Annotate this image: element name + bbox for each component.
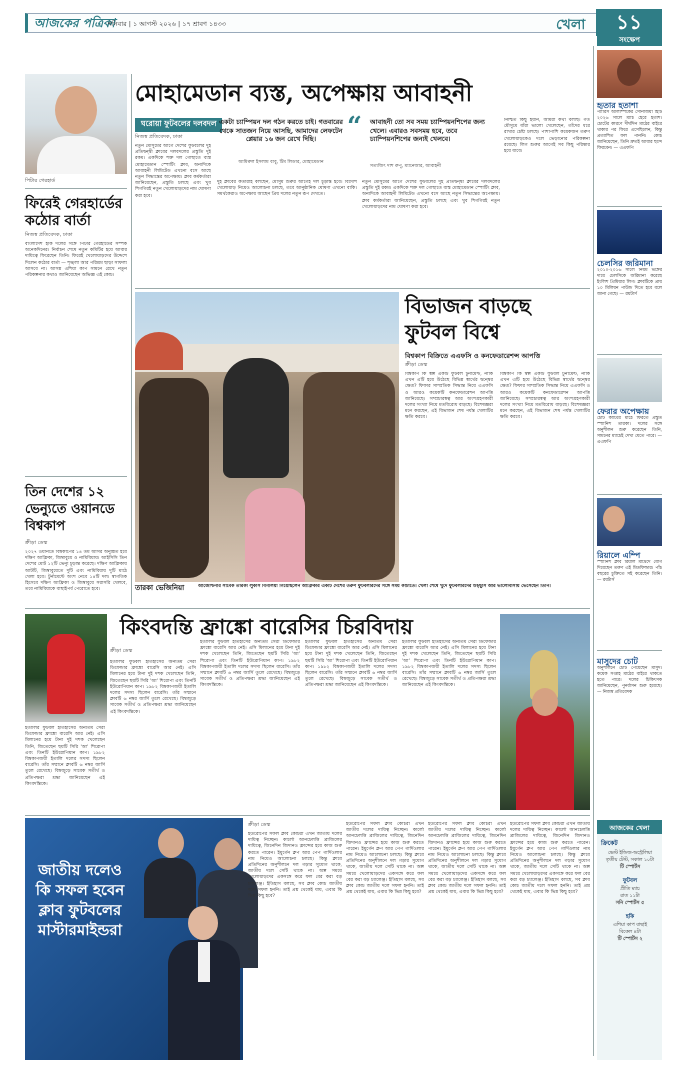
coaches-headline: জাতীয় দলেও কি সফল হবেন ক্লাব ফুটবলের মাস্টারমাইন্ডরা (35, 861, 125, 939)
section-name: খেলা (556, 17, 586, 33)
coaches-col4: ইউরোপের সফল ক্লাব কোচরা এখন জাতীয় দলের দায়িত্ব নিচ্ছেন। কার্লো আনচেলত্তি ব্রাজিলের দায়িত্বে, জিনেদিন জিদানও ফ্রান্সের হয়ে কাজ শুরু করতে পারেন। ইয়ুর্গেন ক্লপ আর পেপ গার্দিওলার নাম নিয়েও আলোচনা চলছে। কিন্তু ক্লাবে প্রতিদিনের অনুশীলনে দল গড়ার সুযোগ থাকে, জাতীয় দলে সেটি থাকে না। অল্প সময়ে খেলোয়াড়দের একসঙ্গে করে ফল বের করা বড় চ্যালেঞ্জ। ইতিহাস বলছে, সব ক্লাব কোচ জাতীয় দলে সফল হননি। তাই প্রশ্ন থেকেই যায়, এবার কি ভিন্ন কিছু হবে? (510, 822, 590, 896)
sidebar-photo-4-face (603, 506, 625, 532)
pull-quote-text: আবাহনী তো সব সময় চ্যাম্পিয়নশিপের জন্য খেলে। এবারও সবসময় হবে, তবে চ্যাম্পিয়নশিপের জন্যই খেলবে। (370, 118, 485, 143)
baresi-figure (516, 706, 574, 810)
rule (25, 815, 590, 816)
baresi-col2: ইতালির ফুটবল ইতিহাসের অন্যতম সেরা ডিফেন্ডার ফ্রাঙ্কো বারেসি আর নেই। এসি মিলানের হয়ে টানা দুই দশক খেলেছেন তিনি, জিতেছেন ছয়টি সিরি 'আ' শিরোপা এবং তিনটি ইউরোপিয়ান কাপ। ১৯৮২ বিশ্বকাপজয়ী ইতালি দলের সদস্য ছিলেন বারেসি। তাঁর সম্মানে ক্লাবটি ৬ নম্বর জার্সি তুলে রেখেছে। বিশ্বজুড়ে সাবেক সতীর্থ ও প্রতিপক্ষরা শ্রদ্ধা জানিয়েছেন এই কিংবদন্তিকে। (200, 640, 300, 689)
rule (597, 354, 662, 355)
venues-headline: তিন দেশের ১২ ভেন্যুতে ওয়ানডে বিশ্বকাপ (25, 485, 115, 534)
lead-col3: দুই ক্লাবের কর্তারাই বলছেন, মৌসুম শুরুর আগেই দল চূড়ান্ত হবে। বিদেশি খেলোয়াড় নিয়েও আলোচনা চলছে, তবে আনুষ্ঠানিক ঘোষণা এখনো বাকি। সমর্থকেরাও অপেক্ষায় আছেন প্রিয় দলের নতুন রূপ দেখতে। (217, 180, 357, 198)
date-line: শনিবার | ১ আগস্ট ২০২৬ | ১৭ শ্রাবণ ১৪৩৩ (108, 20, 226, 28)
coach-1-head (158, 828, 184, 858)
sidebar-item-text: চোট কাটিয়ে মাঠে ফিরতে প্রস্তুত স্প্যানিশ তারকা। দলের সঙ্গে অনুশীলন শুরু করেছেন তিনি, সামনের ম্যাচেই দেখা যেতে পারে। — এএফপি (597, 416, 662, 445)
coaches-col2: ইউরোপের সফল ক্লাব কোচরা এখন জাতীয় দলের দায়িত্ব নিচ্ছেন। কার্লো আনচেলত্তি ব্রাজিলের দায়িত্বে, জিনেদিন জিদানও ফ্রান্সের হয়ে কাজ শুরু করতে পারেন। ইয়ুর্গেন ক্লপ আর পেপ গার্দিওলার নাম নিয়েও আলোচনা চলছে। কিন্তু ক্লাবে প্রতিদিনের অনুশীলনে দল গড়ার সুযোগ থাকে, জাতীয় দলে সেটি থাকে না। অল্প সময়ে খেলোয়াড়দের একসঙ্গে করে ফল বের করা বড় চ্যালেঞ্জ। ইতিহাস বলছে, সব ক্লাব কোচ জাতীয় দলে সফল হননি। তাই প্রশ্ন থেকেই যায়, এবার কি ভিন্ন কিছু হবে? (346, 822, 424, 896)
lead-col1: নতুন মৌসুমের আগে দেশের ফুটবলের দুই প্রতিদ্বন্দ্বী ক্লাবের দলবদলের প্রস্তুতি দুই রকম। একদিকে শক্ত দল গোছাতে ব্যস্ত মোহামেডান স্পোর্টিং ক্লাব, অন্যদিকে আবাহনী লিমিটেড এখনো বসে আছে নতুন সিদ্ধান্তের অপেক্ষায়। ক্লাব কর্মকর্তারা জানিয়েছেন, প্রস্তুতি চলছে এবং খুব শিগগিরই নতুন খেলোয়াড়দের নাম ঘোষণা করা হবে। (135, 144, 211, 199)
venues-byline: ক্রীড়া ডেস্ক (25, 540, 48, 546)
page-number: ১১ (596, 9, 662, 36)
sidebar-item-title: মাসুদের চোট (597, 657, 638, 666)
rising-headline-2: ফুটবল বিশ্বে (405, 320, 500, 344)
lead-quote-box (217, 118, 345, 174)
rule (597, 494, 662, 495)
gerhard-headline: ফিরেই গেরহার্ডের কঠোর বার্তা (25, 196, 123, 229)
tv-header: আজকের খেলা (597, 822, 662, 834)
tv-line: তৃতীয় টেস্ট, সকাল ১০টা (605, 858, 655, 863)
sidebar-item-text: অনুশীলনে চোট পেয়েছেন মাসুদ। কয়েক সপ্তাহ মাঠের বাইরে থাকতে হতে পারে। দলের চিকিৎসক জানিয়েছেন, পুনর্বাসন শুরু হয়েছে। — নিজস্ব প্রতিবেদক (597, 666, 662, 695)
rising-headline-1: বিভাজন বাড়ছে (405, 294, 531, 318)
lead-kicker: ঘরোয়া ফুটবলের দলবদল (135, 118, 222, 132)
photo-umbrella (135, 332, 183, 370)
rule (593, 46, 594, 1056)
rule (131, 74, 132, 604)
tv-line: প্রীতি ম্যাচ (620, 887, 640, 892)
tv-line: টি স্পোর্টস (619, 865, 641, 870)
baresi-col4: ইতালির ফুটবল ইতিহাসের অন্যতম সেরা ডিফেন্ডার ফ্রাঙ্কো বারেসি আর নেই। এসি মিলানের হয়ে টানা দুই দশক খেলেছেন তিনি, জিতেছেন ছয়টি সিরি 'আ' শিরোপা এবং তিনটি ইউরোপিয়ান কাপ। ১৯৮২ বিশ্বকাপজয়ী ইতালি দলের সদস্য ছিলেন বারেসি। তাঁর সম্মানে ক্লাবটি ৬ নম্বর জার্সি তুলে রেখেছে। বিশ্বজুড়ে সাবেক সতীর্থ ও প্রতিপক্ষরা শ্রদ্ধা জানিয়েছেন এই কিংবদন্তিকে। (402, 640, 496, 689)
baresi-byline: ক্রীড়া ডেস্ক (110, 648, 133, 654)
baresi-col1: ইতালির ফুটবল ইতিহাসের অন্যতম সেরা ডিফেন্ডার ফ্রাঙ্কো বারেসি আর নেই। এসি মিলানের হয়ে টানা দুই দশক খেলেছেন তিনি, জিতেছেন ছয়টি সিরি 'আ' শিরোপা এবং তিনটি ইউরোপিয়ান কাপ। ১৯৮২ বিশ্বকাপজয়ী ইতালি দলের সদস্য ছিলেন বারেসি। তাঁর সম্মানে ক্লাবটি ৬ নম্বর জার্সি তুলে রেখেছে। বিশ্বজুড়ে সাবেক সতীর্থ ও প্রতিপক্ষরা শ্রদ্ধা জানিয়েছেন এই কিংবদন্তিকে। (110, 660, 196, 715)
baresi-col0: ইতালির ফুটবল ইতিহাসের অন্যতম সেরা ডিফেন্ডার ফ্রাঙ্কো বারেসি আর নেই। এসি মিলানের হয়ে টানা দুই দশক খেলেছেন তিনি, জিতেছেন ছয়টি সিরি 'আ' শিরোপা এবং তিনটি ইউরোপিয়ান কাপ। ১৯৮২ বিশ্বকাপজয়ী ইতালি দলের সদস্য ছিলেন বারেসি। তাঁর সম্মানে ক্লাবটি ৬ নম্বর জার্সি তুলে রেখেছে। বিশ্বজুড়ে সাবেক সতীর্থ ও প্রতিপক্ষরা শ্রদ্ধা জানিয়েছেন এই কিংবদন্তিকে। (25, 726, 105, 787)
photo-caption-label: তারকা ভেজিনিয়া (135, 584, 185, 592)
coaches-col3: ইউরোপের সফল ক্লাব কোচরা এখন জাতীয় দলের দায়িত্ব নিচ্ছেন। কার্লো আনচেলত্তি ব্রাজিলের দায়িত্বে, জিনেদিন জিদানও ফ্রান্সের হয়ে কাজ শুরু করতে পারেন। ইয়ুর্গেন ক্লপ আর পেপ গার্দিওলার নাম নিয়েও আলোচনা চলছে। কিন্তু ক্লাবে প্রতিদিনের অনুশীলনে দল গড়ার সুযোগ থাকে, জাতীয় দলে সেটি থাকে না। অল্প সময়ে খেলোয়াড়দের একসঙ্গে করে ফল বের করা বড় চ্যালেঞ্জ। ইতিহাস বলছে, সব ক্লাব কোচ জাতীয় দলে সফল হননি। তাই প্রশ্ন থেকেই যায়, এবার কি ভিন্ন কিছু হবে? (428, 822, 506, 896)
baresi-head (532, 688, 558, 716)
lead-headline: মোহামেডান ব্যস্ত, অপেক্ষায় আবাহনী (135, 80, 473, 107)
photo-crowd-right (303, 372, 395, 580)
sidebar-header: সংক্ষেপ (597, 34, 662, 46)
tv-line: সনি স্পোর্টস ৫ (615, 901, 645, 906)
rising-body-2: বিশ্বকাপ কি স্বল্প একটি ফুটবল টুর্নামেন্ট, নাকি এখন এটি হয়ে উঠেছে বিভিন্ন স্বার্থের দ্বন্দ্বের ক্ষেত্র? ফিফার সাম্প্রতিক সিদ্ধান্ত নিয়ে এএফসি ও আরও কয়েকটি কনফেডারেশন আপত্তি জানিয়েছে। সম্প্রচারস্বত্ব আর অংশগ্রহণকারী দলের সংখ্যা নিয়ে মতবিরোধ বাড়ছে। বিশেষজ্ঞরা মনে করছেন, এই বিভাজন শেষ পর্যন্ত খেলাটির ক্ষতি করবে। (500, 372, 590, 421)
sidebar-photo-3 (597, 358, 662, 402)
coach-3-head (188, 906, 218, 940)
sidebar-item-title: রিয়ালে এম্পি (597, 551, 641, 560)
quote-mark-icon: “ (347, 112, 362, 142)
sidebar-item-text: ২০১০-২০১৬ সালে নিয়ম ভঙ্গের দায়ে চেলসিকে জরিমানা করেছে ইংলিশ প্রিমিয়ার লিগ। ক্লাবটিকে প্রায় ১০ মিলিয়ন পাউন্ড দিতে হবে বলে জানা গেছে। — রয়টার্স (597, 268, 662, 297)
sidebar-item-title: ফেরার অপেক্ষায় (597, 407, 650, 416)
sidebar-photo-2 (597, 210, 662, 254)
lead-quote-attr: আমিরুল ইসলাম বাবু, টিম লিডার, মোহামেডান (238, 160, 324, 165)
baresi-headline: কিংবদন্তি ফ্রাঙ্কো বারেসির চিরবিদায় (120, 614, 413, 639)
coach-3-shirt (198, 942, 210, 982)
sidebar-item-title: হৃতার হতাশা (597, 101, 639, 110)
photo-crowd-left (139, 378, 209, 578)
sidebar-item-title: চেলসির জরিমানা (597, 259, 653, 268)
pull-quote-box (370, 118, 500, 174)
lead-col3b: নতুন মৌসুমের আগে দেশের ফুটবলের দুই প্রতিদ্বন্দ্বী ক্লাবের দলবদলের প্রস্তুতি দুই রকম। একদিকে শক্ত দল গোছাতে ব্যস্ত মোহামেডান স্পোর্টিং ক্লাব, অন্যদিকে আবাহনী লিমিটেড এখনো বসে আছে নতুন সিদ্ধান্তের অপেক্ষায়। ক্লাব কর্মকর্তারা জানিয়েছেন, প্রস্তুতি চলছে এবং খুব শিগগিরই নতুন খেলোয়াড়দের নাম ঘোষণা করা হবে। (362, 180, 500, 210)
lead-byline: নিজস্ব প্রতিবেদক, ঢাকা (135, 134, 183, 140)
gerhard-head (55, 86, 97, 134)
tv-sport: ক্রিকেট (601, 840, 618, 847)
tv-line: এশিয়া কাপ বাছাই (613, 923, 647, 928)
rising-byline: ক্রীড়া ডেস্ক (405, 362, 428, 368)
coaches-byline: ক্রীড়া ডেস্ক (248, 822, 271, 828)
sidebar-photo-1 (597, 50, 662, 98)
baresi-inset-figure (47, 634, 85, 714)
rule (25, 188, 127, 189)
coach-figure-3 (164, 906, 244, 1060)
rising-body-1: বিশ্বকাপ কি স্বল্প একটি ফুটবল টুর্নামেন্ট, নাকি এখন এটি হয়ে উঠেছে বিভিন্ন স্বার্থের দ্বন্দ্বের ক্ষেত্র? ফিফার সাম্প্রতিক সিদ্ধান্ত নিয়ে এএফসি ও আরও কয়েকটি কনফেডারেশন আপত্তি জানিয়েছে। সম্প্রচারস্বত্ব আর অংশগ্রহণকারী দলের সংখ্যা নিয়ে মতবিরোধ বাড়ছে। বিশেষজ্ঞরা মনে করছেন, এই বিভাজন শেষ পর্যন্ত খেলাটির ক্ষতি করবে। (405, 372, 493, 421)
sidebar-item-text: স্প্যানিশ ক্লাব রিয়াল মাদ্রিদে যোগ দিয়েছেন তরুণ এই মিডফিল্ডার। পাঁচ বছরের চুক্তিতে সই করেছেন তিনি। — রয়টার্স (597, 560, 662, 583)
rule (597, 650, 662, 651)
pull-quote-attr: সত্যজিৎ দাশ রুপু, ম্যানেজার, আবাহনী (370, 164, 442, 169)
baresi-inset-photo (25, 614, 107, 722)
sidebar-photo-4 (597, 498, 662, 546)
rule (25, 608, 590, 609)
sidebar-photo-1-face (617, 58, 641, 86)
rule (135, 288, 590, 289)
tv-line: টি স্পোর্টস ২ (617, 937, 643, 942)
coaches-col1: ইউরোপের সফল ক্লাব কোচরা এখন জাতীয় দলের দায়িত্ব নিচ্ছেন। কার্লো আনচেলত্তি ব্রাজিলের দায়িত্বে, জিনেদিন জিদানও ফ্রান্সের হয়ে কাজ শুরু করতে পারেন। ইয়ুর্গেন ক্লপ আর পেপ গার্দিওলার নাম নিয়েও আলোচনা চলছে। কিন্তু ক্লাবে প্রতিদিনের অনুশীলনে দল গড়ার সুযোগ থাকে, জাতীয় দলে সেটি থাকে না। অল্প সময়ে খেলোয়াড়দের একসঙ্গে করে ফল বের করা বড় চ্যালেঞ্জ। ইতিহাস বলছে, সব ক্লাব কোচ জাতীয় দলে সফল হননি। তাই প্রশ্ন থেকেই যায়, এবার কি ভিন্ন কিছু হবে? (248, 832, 342, 900)
coach-figure-1 (142, 828, 198, 918)
rule (597, 206, 662, 207)
masthead (0, 0, 687, 44)
lead-col4: নিশ্চিত কিছু হয়নি, আমরা কথা বলছি। গত মৌসুমে যাঁরা ভালো খেলেছেন, তাঁদের ধরে রাখার চেষ্টা চলছে। পাশাপাশি কয়েকজন তরুণ খেলোয়াড়কেও দলে ভেড়ানোর পরিকল্পনা রয়েছে। লিগ শুরুর আগেই সব কিছু পরিষ্কার হয়ে যাবে। (504, 118, 590, 155)
photo-caption: আর্জেন্টিনার সাবেক তারকা লুকাস বিগলিয়া গিয়েছিলেন আফ্রিকার একটি দেশের তরুণ ফুটবলারদের সঙ্গে সময় কাটাতে। খেলা শেষে খুদে ফুটবলারদের উচ্ছ্বাস আর ভালোবাসায় ভেসেছেন তিনি। (198, 584, 551, 589)
team-photo (135, 292, 399, 582)
baresi-col3: ইতালির ফুটবল ইতিহাসের অন্যতম সেরা ডিফেন্ডার ফ্রাঙ্কো বারেসি আর নেই। এসি মিলানের হয়ে টানা দুই দশক খেলেছেন তিনি, জিতেছেন ছয়টি সিরি 'আ' শিরোপা এবং তিনটি ইউরোপিয়ান কাপ। ১৯৮২ বিশ্বকাপজয়ী ইতালি দলের সদস্য ছিলেন বারেসি। তাঁর সম্মানে ক্লাবটি ৬ নম্বর জার্সি তুলে রেখেছে। বিশ্বজুড়ে সাবেক সতীর্থ ও প্রতিপক্ষরা শ্রদ্ধা জানিয়েছেন এই কিংবদন্তিকে। (305, 640, 397, 689)
tv-line: ভেস্ট ইন্ডিজ-অস্ট্রেলিয়া (607, 851, 652, 856)
tv-line: বিকেল ৪টা (619, 930, 641, 935)
gerhard-caption: পিটার গেরহার্ড (25, 178, 56, 184)
coach-2-head (214, 838, 242, 870)
baresi-photo (500, 614, 590, 810)
tv-line: রাত ১১টা (620, 894, 640, 899)
rising-subhead: বিশ্বকাপ বিক্রিতে এএফসি ও কনফেডারেশন্স আপত্তি (405, 352, 541, 360)
gerhard-byline: নিজস্ব প্রতিবেদক, ঢাকা (25, 232, 73, 238)
tv-line: ফুটবল (622, 878, 638, 884)
venues-body: ২০২৭ ওয়ানডে বিশ্বকাপের ১৪ তম আসর অনুষ্ঠিত হবে দক্ষিণ আফ্রিকা, জিম্বাবুয়ে ও নামিবিয়ায়। আইসিসি তিন দেশের মোট ১২টি ভেন্যু চূড়ান্ত করেছে। দক্ষিণ আফ্রিকায় আটটি, জিম্বাবুয়েতে দুটি এবং নামিবিয়ায় দুটি মাঠে খেলা হবে। টুর্নামেন্টে অংশ নেবে ১৪টি দল। স্বাগতিক হিসেবে দক্ষিণ আফ্রিকা ও জিম্বাবুয়ে সরাসরি খেলবে, তবে নামিবিয়াকে বাছাইপর্ব পেরোতে হবে। (25, 550, 127, 593)
gerhard-shirt (37, 136, 115, 174)
lead-quote-text: একটা চ্যাম্পিয়ন দল গঠন করতে চাই। গতবারের থেকে সাতজন নিয়ে আসছি, আমাদের লেফটেন প্লেয়ার ১৬ জন রেখে দিছি। (219, 118, 343, 143)
photo-player-star (223, 358, 289, 478)
sidebar-item-text: প্যারিস অলিম্পিকের সোনাজয়ী হিটি ২০২৬ সালে ম্যাচ হেরে হতাশ। চোটের কারণে দীর্ঘদিন মাঠের বাইরে থাকার পর ফিরে এসেছিলেন, কিন্তু প্রত্যাশিত ফল পাননি। কোচ জানিয়েছেন, তিনি দ্রুতই আবার ছন্দে ফিরবেন। — এএফপি (597, 110, 662, 151)
tv-lines (600, 850, 660, 943)
photo-kid-pink (245, 488, 305, 582)
tv-line: হকি (625, 914, 635, 920)
gerhard-body: বাংলাদেশ হকি দলের সঙ্গে পিটার গেরহার্ডের সম্পর্ক অনেকদিনের। নির্বাচন শেষে নতুন কমিটির হয়ে আবার দায়িত্বে ফিরেছেন তিনি। ফিরেই খেলোয়াড়দের উদ্দেশে দিলেন কঠোর বার্তা — শৃঙ্খলা আর পরিশ্রম ছাড়া সাফল্য আসবে না। আসন্ন এশিয়া কাপ সামনে রেখে নতুন পরিকল্পনার কথাও জানিয়েছেন অভিজ্ঞ এই কোচ। (25, 242, 127, 279)
gerhard-photo (25, 74, 127, 174)
rule (25, 476, 127, 477)
paper-name: আজকের পত্রিকা (34, 16, 115, 30)
